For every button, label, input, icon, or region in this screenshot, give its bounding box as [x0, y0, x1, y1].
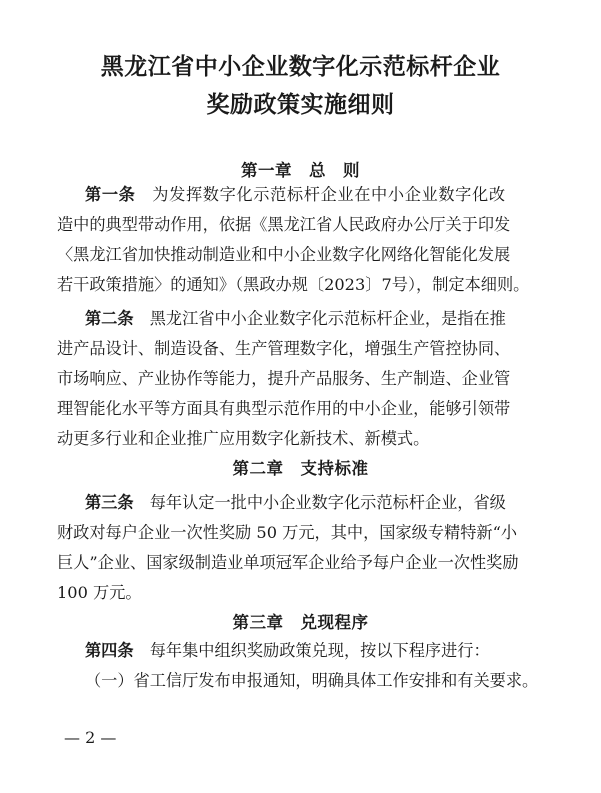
doc-title-line-2: 奖励政策实施细则 — [206, 91, 395, 118]
article-1-line-4: 若干政策措施〉的通知》（黑政办规〔2023〕7号），制定本细则。 — [57, 275, 530, 294]
article-4-item-1: （一）省工信厅发布申报通知，明确具体工作安排和有关要求。 — [85, 671, 539, 690]
article-4-label: 第四条 — [85, 641, 134, 660]
chapter-2-heading: 第二章 支持标准 — [232, 459, 369, 478]
article-3-label: 第三条 — [85, 493, 134, 512]
article-1-line-2: 造中的典型带动作用，依据《黑龙江省人民政府办公厅关于印发 — [57, 215, 511, 234]
article-3-line-1: 第三条 每年认定一批中小企业数字化示范标杆企业，省级 — [85, 493, 506, 512]
article-2-line-2: 进产品设计、制造设备、生产管理数字化，增强生产管控协同、 — [57, 339, 511, 358]
article-1-line-3: 〈黑龙江省加快推动制造业和中小企业数字化网络化智能化发展 — [57, 245, 511, 264]
article-2-line-4: 理智能化水平等方面具有典型示范作用的中小企业，能够引领带 — [57, 399, 511, 418]
article-2-line-5: 动更多行业和企业推广应用数字化新技术、新模式。 — [57, 429, 430, 448]
article-2-label: 第二条 — [85, 309, 134, 328]
doc-title-line-1: 黑龙江省中小企业数字化示范标杆企业 — [100, 53, 501, 80]
article-4-line-1: 第四条 每年集中组织奖励政策兑现，按以下程序进行： — [85, 641, 490, 660]
page-number: — 2 — — [64, 728, 117, 747]
article-2-line-3: 市场响应、产业协作等能力，提升产品服务、生产制造、企业管 — [57, 369, 511, 388]
article-2-line-1: 第二条 黑龙江省中小企业数字化示范标杆企业，是指在推 — [85, 309, 506, 328]
article-1-label: 第一条 — [85, 185, 136, 204]
article-1-line-1: 第一条 为发挥数字化示范标杆企业在中小企业数字化改 — [85, 185, 506, 204]
article-3-line-2: 财政对每户企业一次性奖励 50 万元，其中，国家级专精特新“小 — [57, 523, 518, 542]
article-3-line-4: 100 万元。 — [57, 583, 142, 602]
chapter-1-heading: 第一章 总 则 — [241, 161, 360, 180]
article-3-line-3: 巨人”企业、国家级制造业单项冠军企业给予每户企业一次性奖励 — [57, 553, 519, 572]
chapter-3-heading: 第三章 兑现程序 — [232, 613, 369, 632]
